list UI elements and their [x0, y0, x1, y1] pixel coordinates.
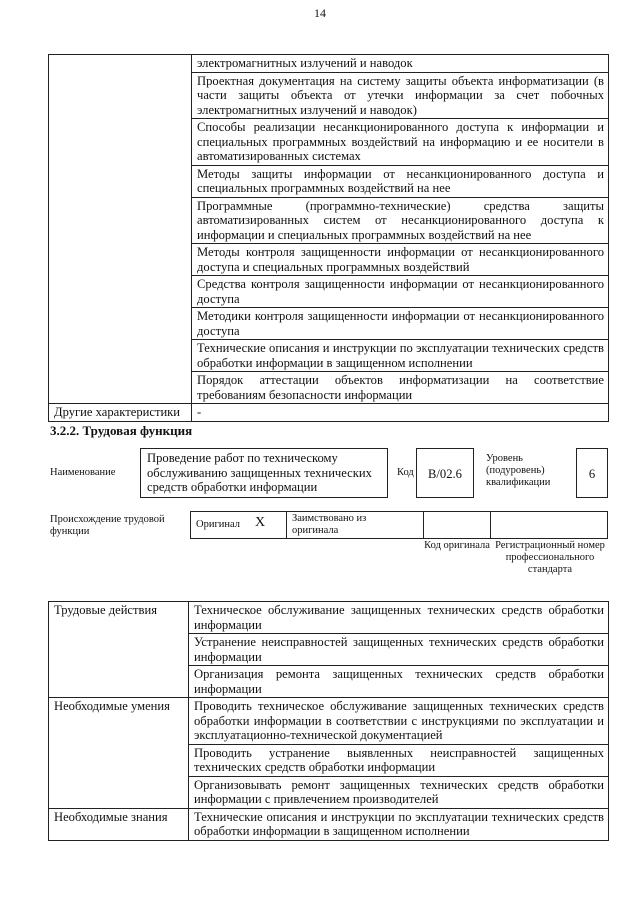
labor-function-table — [48, 601, 609, 841]
table-cell: Техническое обслуживание защищенных технических средств обработки информации — [189, 602, 609, 634]
table-label-cell-empty — [49, 55, 192, 404]
qualification-level-label: Уровень (подуровень) квалификации — [486, 453, 551, 488]
table-cell: электромагнитных излучений и наводок — [192, 55, 609, 73]
table-row — [49, 55, 609, 73]
borrowed-label: Заимствовано из оригинала — [292, 513, 367, 536]
qualification-level-box: 6 — [576, 448, 608, 498]
divider — [423, 511, 424, 539]
reg-number-label: Регистрационный номер профессионального стандарта — [495, 540, 605, 575]
original-label: Оригинал — [196, 519, 240, 530]
table-cell: Методики контроля защищенности информации от несанкционированного доступа — [192, 308, 609, 340]
function-name-box: Проведение работ по техническому обслуживанию защищенных технических средств обработки информации — [140, 448, 388, 498]
table-row — [49, 602, 609, 634]
section-title: 3.2.2. Трудовая функция — [50, 423, 193, 438]
table-cell: Проектная документация на систему защиты объекта информатизации (в части защиты объекта от утечки информации за счет побочных электромагнитных излучений и наводок) — [192, 72, 609, 119]
page-number: 14 — [314, 6, 326, 20]
other-characteristics-value: - — [192, 404, 609, 422]
other-characteristics-label: Другие характеристики — [49, 404, 192, 422]
table-cell: Устранение неисправностей защищенных технических средств обработки информации — [189, 634, 609, 666]
required-skills-label: Необходимые умения — [49, 698, 189, 809]
table-cell: Проводить устранение выявленных неисправностей защищенных технических средств обработки информации — [189, 744, 609, 776]
table-cell: Технические описания и инструкции по эксплуатации технических средств обработки информации в защищенном исполнении — [189, 808, 609, 840]
labor-actions-label: Трудовые действия — [49, 602, 189, 698]
knowledge-table-continued — [48, 54, 609, 422]
table-cell: Организовывать ремонт защищенных технических средств обработки информации с привлечением производителей — [189, 776, 609, 808]
code-original-label: Код оригинала — [424, 540, 490, 551]
divider — [286, 511, 287, 539]
original-mark: X — [255, 515, 266, 530]
table-row — [49, 404, 609, 422]
table-cell: Средства контроля защищенности информации от несанкционированного доступа — [192, 276, 609, 308]
name-label: Наименование — [50, 467, 116, 478]
table-cell: Организация ремонта защищенных технических средств обработки информации — [189, 666, 609, 698]
table-cell: Способы реализации несанкционированного доступа к информации и специальных программных воздействий на информацию и ее носители в автоматизированных системах — [192, 119, 609, 166]
table-cell: Методы защиты информации от несанкционированного доступа и специальных программных воздействий на нее — [192, 165, 609, 197]
table-row — [49, 808, 609, 840]
table-row — [49, 698, 609, 745]
table-cell: Проводить техническое обслуживание защищенных технических средств обработки информации в соответствии с инструкциями по эксплуатации и эксплуатационно-технической документацией — [189, 698, 609, 745]
table-cell: Порядок аттестации объектов информатизации на соответствие требованиям безопасности информации — [192, 372, 609, 404]
required-knowledge-label: Необходимые знания — [49, 808, 189, 840]
code-label: Код — [397, 467, 414, 478]
table-cell: Программные (программно-технические) средства защиты автоматизированных систем от несанкционированного доступа к информации и специальных программных воздействий на нее — [192, 197, 609, 244]
function-code-box: B/02.6 — [416, 448, 474, 498]
table-cell: Технические описания и инструкции по эксплуатации технических средств обработки информации в защищенном исполнении — [192, 340, 609, 372]
divider — [490, 511, 491, 539]
origin-label: Происхождение трудовой функции — [50, 514, 165, 537]
table-cell: Методы контроля защищенности информации от несанкционированного доступа и специальных программных воздействий — [192, 244, 609, 276]
